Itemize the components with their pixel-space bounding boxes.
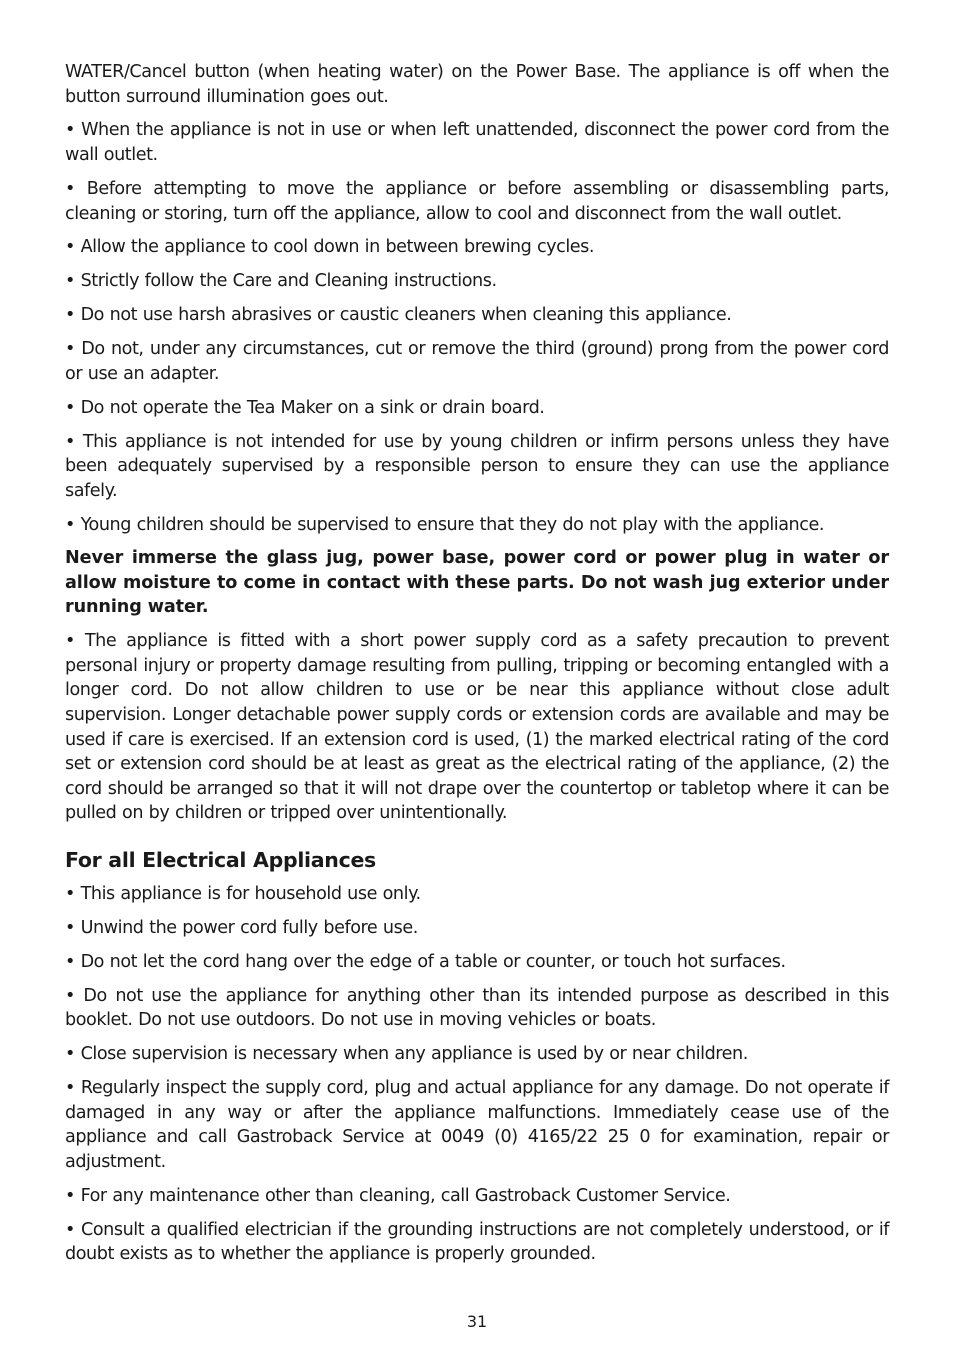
electrical-bullet-household: • This appliance is for household use only. bbox=[65, 884, 421, 905]
document-page bbox=[65, 60, 889, 1276]
electrical-bullet-close-supervision: • Close supervision is necessary when any appliance is used by or near children. bbox=[65, 1044, 748, 1065]
safety-bullet-abrasives: • Do not use harsh abrasives or caustic cleaners when cleaning this appliance. bbox=[65, 305, 732, 326]
safety-bullet-children-play: • Young children should be supervised to ensure that they do not play with the appliance. bbox=[65, 514, 824, 535]
electrical-bullet-unwind: • Unwind the power cord fully before use. bbox=[65, 917, 418, 938]
safety-bullet-supervision: • This appliance is not intended for use by young children or infirm persons unless they have been adequately supervised by a responsible person to ensure they can use the appliance safely. bbox=[65, 431, 889, 501]
intro-paragraph: WATER/Cancel button (when heating water) on the Power Base. The appliance is off when the button surround illumination goes out. bbox=[65, 62, 889, 107]
safety-bullet-move-appliance: • Before attempting to move the appliance or before assembling or disassembling parts, cleaning or storing, turn off the appliance, allow to cool and disconnect from the wall outlet. bbox=[65, 178, 889, 224]
immersion-warning: Never immerse the glass jug, power base, power cord or power plug in water or allow moisture to come in contact with these parts. Do not wash jug exterior under running water. bbox=[65, 548, 889, 618]
electrical-bullet-maintenance: • For any maintenance other than cleaning, call Gastroback Customer Service. bbox=[65, 1185, 731, 1206]
safety-bullet-ground-prong: • Do not, under any circumstances, cut or remove the third (ground) prong from the power cord or use an adapter. bbox=[65, 339, 889, 384]
electrical-bullet-intended-use: • Do not use the appliance for anything other than its intended purpose as described in this booklet. Do not use outdoors. Do not use in moving vehicles or boats. bbox=[65, 985, 889, 1031]
safety-bullet-unattended: • When the appliance is not in use or when left unattended, disconnect the power cord from the wall outlet. bbox=[65, 120, 889, 166]
short-cord-paragraph: • The appliance is fitted with a short power supply cord as a safety precaution to prevent personal injury or property damage resulting from pulling, tripping or becoming entangled with a longer cord. Do not allow children to use or be near this appliance without close adult supervision. Longer detachable power supply cords or extension cords are available and may be used if care is exercised. If an extension cord is used, (1) the marked electrical rating of the cord set or extension cord should be at least as great as the electrical rating of the appliance, (2) the cord should be arranged so that it will not drape over the countertop or tabletop where it can be pulled on by children or tripped over unintentionally. bbox=[65, 631, 889, 824]
page-number: 31 bbox=[466, 1312, 488, 1331]
electrical-bullet-electrician: • Consult a qualified electrician if the grounding instructions are not completely understood, or if doubt exists as to whether the appliance is properly grounded. bbox=[65, 1219, 889, 1265]
electrical-bullet-cord-hang: • Do not let the cord hang over the edge of a table or counter, or touch hot surfaces. bbox=[65, 951, 786, 972]
safety-bullet-care-cleaning: • Strictly follow the Care and Cleaning instructions. bbox=[65, 271, 497, 292]
section-heading-electrical: For all Electrical Appliances bbox=[65, 848, 376, 873]
electrical-bullet-inspect: • Regularly inspect the supply cord, plug and actual appliance for any damage. Do not operate if damaged in any way or after the appliance malfunctions. Immediately cease use of the appliance and call Gastroback Service at 0049 (0) 4165/22 25 0 for examination, repair or adjustment. bbox=[65, 1078, 889, 1172]
safety-bullet-sink: • Do not operate the Tea Maker on a sink or drain board. bbox=[65, 397, 545, 418]
safety-bullet-cool-down: • Allow the appliance to cool down in between brewing cycles. bbox=[65, 237, 595, 258]
